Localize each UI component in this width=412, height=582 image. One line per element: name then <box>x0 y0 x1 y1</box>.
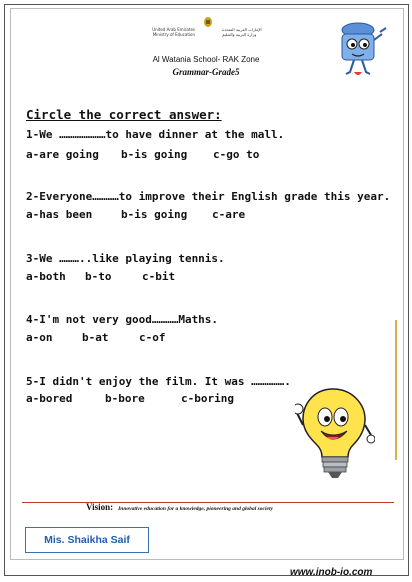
instruction-heading: Circle the correct answer: <box>26 107 222 122</box>
q4-option-b[interactable]: b-at <box>82 331 109 344</box>
q1-option-b[interactable]: b-is going <box>121 148 188 161</box>
worksheet-title: Grammar-Grade5 <box>172 67 240 77</box>
q2-option-a[interactable]: a-has been <box>26 208 93 221</box>
q2-option-b[interactable]: b-is going <box>121 208 188 221</box>
q4-option-c[interactable]: c-of <box>139 331 166 344</box>
question-5: 5-I didn't enjoy the film. It was ……………. <box>26 375 291 388</box>
decorative-line <box>395 320 397 460</box>
mascot-icon <box>328 16 388 78</box>
vision-statement <box>86 502 273 512</box>
q3-option-b[interactable]: b-to <box>85 270 112 283</box>
question-3: 3-We ………..like playing tennis. <box>26 252 225 265</box>
q5-option-b[interactable]: b-bore <box>105 392 145 405</box>
ministry-name-arabic: الإمارات العربية المتحدة وزارة التربية والتعليم <box>222 27 262 37</box>
vision-label: Vision: <box>86 502 114 512</box>
vision-text: Innovative education for a knowledge, pioneering and global society <box>118 506 273 512</box>
q4-option-a[interactable]: a-on <box>26 331 53 344</box>
q2-option-c[interactable]: c-are <box>212 208 246 221</box>
q5-option-a[interactable]: a-bored <box>26 392 73 405</box>
q3-option-c[interactable]: c-bit <box>142 270 176 283</box>
question-4: 4-I'm not very good…………Maths. <box>26 313 219 326</box>
ministry-name-english: United Arab Emirates Ministry of Education <box>152 27 195 37</box>
q5-option-c[interactable]: c-boring <box>181 392 234 405</box>
lightbulb-mascot-icon <box>295 385 375 480</box>
emblem-icon <box>203 16 213 28</box>
q1-option-c[interactable]: c-go to <box>213 148 260 161</box>
question-1: 1-We …………………to have dinner at the mall. <box>26 128 285 141</box>
teacher-name: Mis. Shaikha Saif <box>44 534 130 546</box>
q1-option-a[interactable]: a-are going <box>26 148 99 161</box>
school-name: Al Watania School- RAK Zone <box>152 55 260 64</box>
q3-option-a[interactable]: a-both <box>26 270 66 283</box>
teacher-name-box <box>25 527 149 553</box>
question-2: 2-Everyone…………to improve their English grade this year. <box>26 190 391 203</box>
site-watermark: www.inob-io.com <box>290 567 373 578</box>
